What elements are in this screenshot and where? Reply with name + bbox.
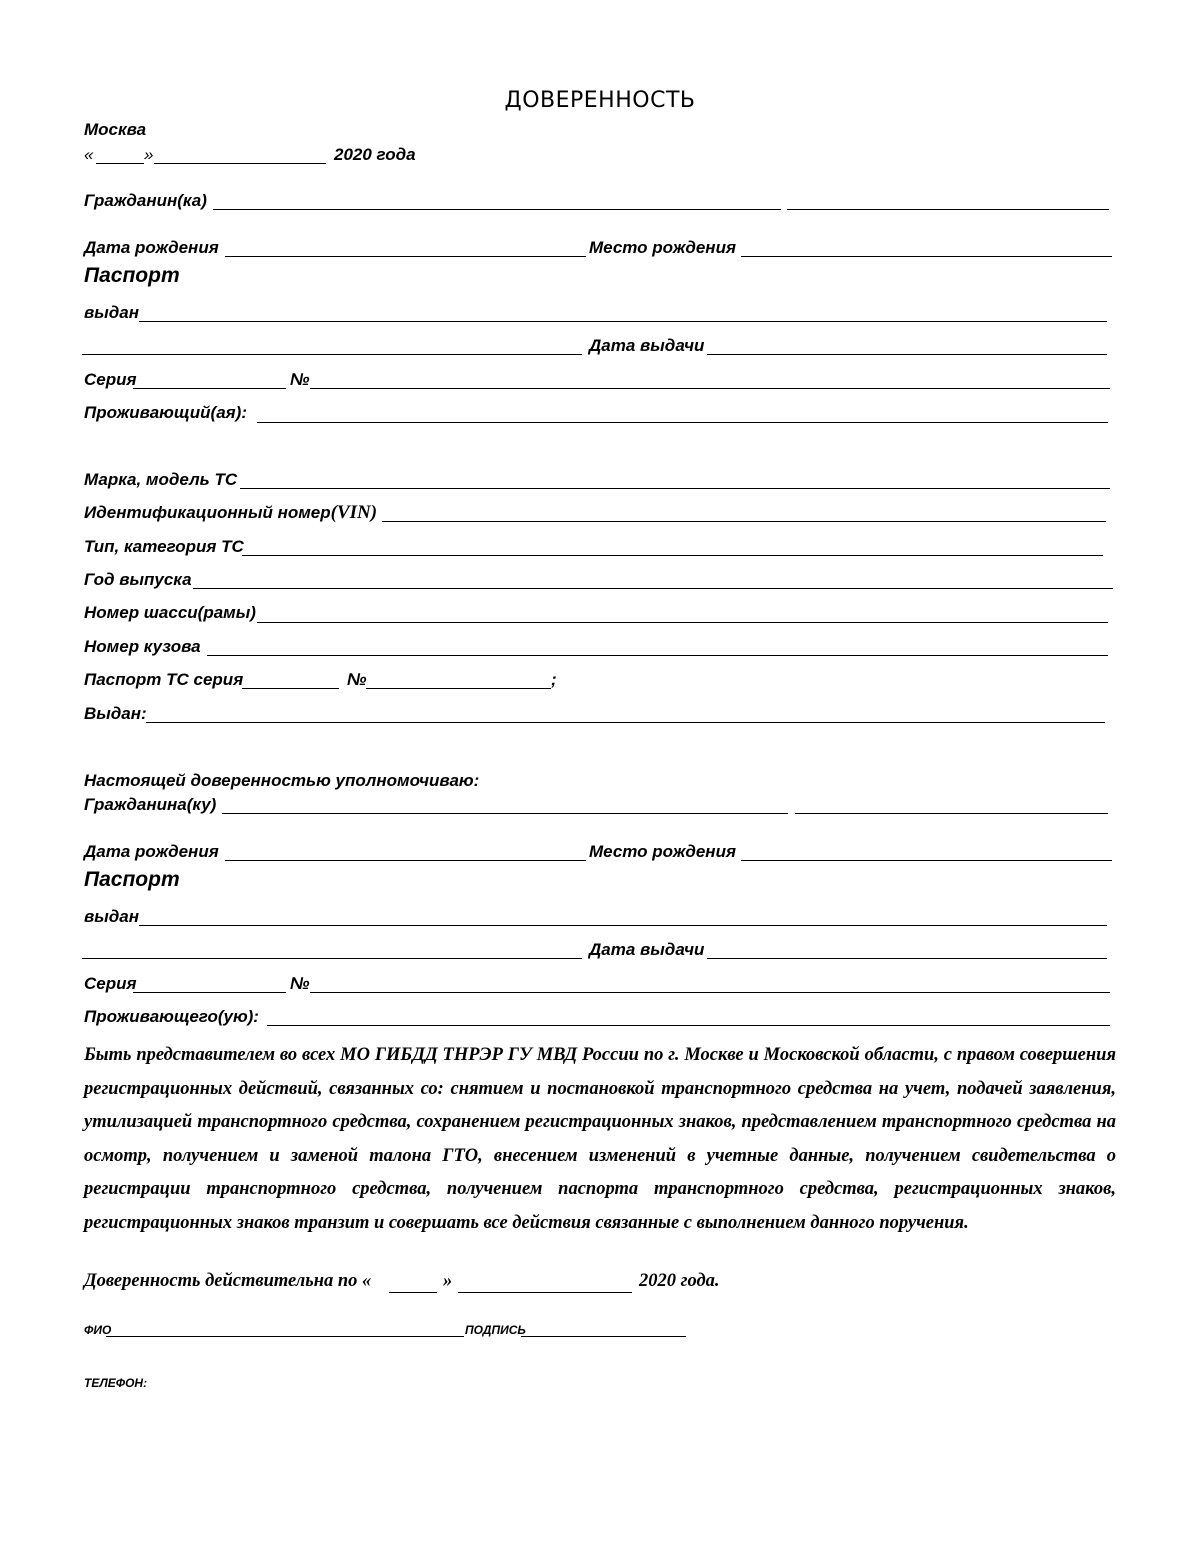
vehicle-body-field[interactable] [207,655,1108,656]
validity-prefix: Доверенность действительна по « [84,1271,372,1291]
vehicle-year-field[interactable] [193,588,1113,589]
city: Москва [84,120,147,139]
validity-month-field[interactable] [458,1292,632,1293]
principal-birth-place-field[interactable] [741,256,1112,257]
principal-issued-field-2[interactable] [82,354,582,355]
principal-series-field[interactable] [133,388,286,389]
principal-issue-date-label: Дата выдачи [589,336,705,355]
vehicle-vin-abbr: (VIN) [330,502,378,523]
vehicle-type-label: Тип, категория ТС [84,537,244,556]
vehicle-pts-label: Паспорт ТС серия [84,670,244,689]
signature-label: ПОДПИСЬ [465,1323,526,1337]
principal-passport-heading: Паспорт [84,264,180,287]
principal-number-label: № [290,370,310,389]
principal-number-field[interactable] [310,388,1110,389]
vehicle-year-label: Год выпуска [84,570,192,589]
attorney-residing-label: Проживающего(ую): [84,1007,259,1026]
vehicle-vin-text: Идентификационный номер [84,503,331,522]
principal-issue-date-field[interactable] [707,354,1107,355]
vehicle-chassis-field[interactable] [257,622,1108,623]
vehicle-pts-series-field[interactable] [242,688,339,689]
vehicle-make-model-field[interactable] [240,488,1110,489]
attorney-number-field[interactable] [310,992,1110,993]
principal-citizen-label: Гражданин(ка) [84,191,207,210]
date-month-field[interactable] [154,163,326,164]
attorney-birth-date-field[interactable] [225,860,586,861]
signature-field[interactable] [521,1336,686,1337]
principal-birth-date-field[interactable] [225,256,586,257]
principal-series-label: Серия [84,370,137,389]
principal-residing-label: Проживающий(ая): [84,403,247,422]
date-day-field[interactable] [96,163,144,164]
attorney-address-field[interactable] [267,1025,1110,1026]
date-close-quote: » [144,145,154,164]
validity-year: 2020 года. [639,1271,720,1291]
phone-label: ТЕЛЕФОН: [84,1376,148,1390]
vehicle-issued-label: Выдан: [84,704,147,723]
attorney-birth-date-label: Дата рождения [84,842,219,861]
attorney-issue-date-field[interactable] [707,958,1107,959]
attorney-citizen-label: Гражданина(ку) [84,795,217,814]
attorney-number-label: № [290,974,310,993]
principal-name-field-2[interactable] [787,209,1109,210]
vehicle-type-field[interactable] [242,555,1103,556]
attorney-passport-heading: Паспорт [84,868,180,891]
attorney-issued-label: выдан [84,907,140,926]
vehicle-make-model-label: Марка, модель ТС [84,470,238,489]
powers-paragraph: Быть представителем во всех МО ГИБДД ТНРЭР ГУ МВД России по г. Москве и Московской области, с правом совершения регистрационных действий, связанных со: снятием и постановкой транспортного средства на учет, подачей заявления, утилизацией транспортного средства, сохранением регистрационных знаков, представлением транспортного средства на осмотр, получением и заменой талона ГТО, внесением изменений в учетные данные, получением свидетельства о регистрации транспортного средства, получением паспорта транспортного средства, регистрационных знаков, регистрационных знаков транзит и совершать все действия связанные с выполнением данного поручения. [84,1045,1116,1233]
date-open-quote: « [84,145,94,164]
vehicle-vin-field[interactable] [382,521,1106,522]
attorney-name-field[interactable] [222,813,788,814]
principal-issued-field[interactable] [139,321,1107,322]
attorney-series-label: Серия [84,974,137,993]
attorney-issued-field[interactable] [139,925,1107,926]
attorney-birth-place-label: Место рождения [589,842,736,861]
attorney-birth-place-field[interactable] [741,860,1112,861]
validity-close-quote: » [443,1271,453,1291]
attorney-name-field-2[interactable] [795,813,1108,814]
vehicle-body-label: Номер кузова [84,637,201,656]
validity-day-field[interactable] [389,1292,437,1293]
vehicle-vin-label [84,503,377,523]
vehicle-issued-field[interactable] [146,722,1105,723]
signature-name-label: ФИО [84,1323,112,1337]
principal-name-field[interactable] [213,209,781,210]
attorney-intro: Настоящей доверенностью уполномочиваю: [84,771,480,790]
vehicle-chassis-label: Номер шасси(рамы) [84,603,256,622]
principal-birth-date-label: Дата рождения [84,238,219,257]
document-title: ДОВЕРЕННОСТЬ [504,88,696,113]
principal-issued-label: выдан [84,303,140,322]
attorney-series-field[interactable] [133,992,286,993]
date-year: 2020 года [334,145,416,164]
attorney-issued-field-2[interactable] [82,958,582,959]
vehicle-pts-number-label: № [347,670,367,689]
signature-name-field[interactable] [106,1336,464,1337]
attorney-issue-date-label: Дата выдачи [589,940,705,959]
principal-birth-place-label: Место рождения [589,238,736,257]
vehicle-pts-semicolon: ; [551,670,557,689]
principal-address-field[interactable] [257,422,1108,423]
vehicle-pts-number-field[interactable] [366,688,551,689]
